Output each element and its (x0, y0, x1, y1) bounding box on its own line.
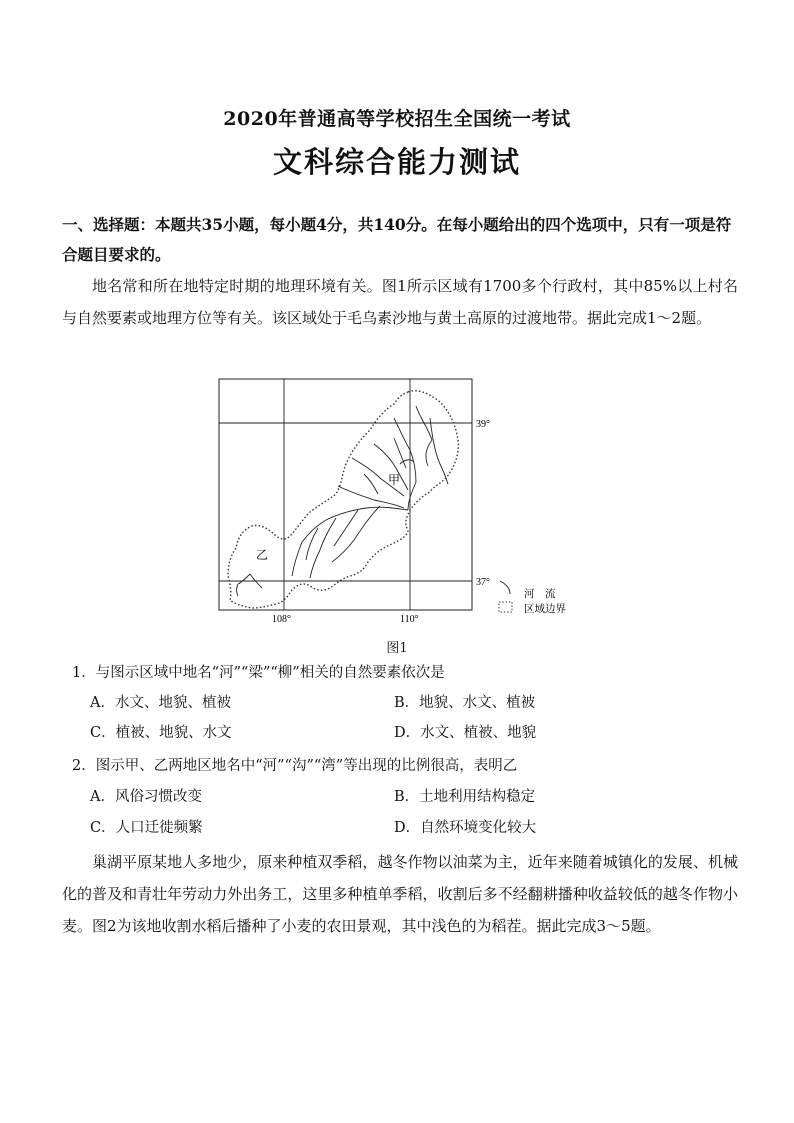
exam-title: 2020年普通高等学校招生全国统一考试 (223, 108, 571, 130)
label-lon-110: 110° (400, 614, 419, 625)
legend-boundary-label: 区域边界 (524, 604, 566, 615)
question-1-option-d: D．水文、植被、地貌 (394, 725, 537, 741)
question-1-option-b: B．地貌、水文、植被 (394, 695, 536, 711)
label-lon-108: 108° (272, 614, 291, 625)
legend-river-symbol (500, 581, 510, 594)
legend-river-label: 河 流 (524, 589, 556, 600)
label-lat-37: 37° (476, 577, 490, 588)
legend-boundary-symbol (499, 602, 512, 612)
label-lat-39: 39° (476, 419, 490, 430)
question-2-option-b: B．土地利用结构稳定 (394, 789, 536, 805)
question-2-option-c: C．人口迁徙频繁 (90, 820, 203, 836)
exam-subtitle: 文科综合能力测试 (272, 145, 521, 179)
figure-1-caption: 图1 (386, 641, 408, 656)
passage-1: 地名常和所在地特定时期的地理环境有关。图1所示区域有1700多个行政村，其中85%以上村名与自然要素或地理方位等有关。该区域处于毛乌素沙地与黄土高原的过渡地带。据此完成1～2题。 (62, 277, 738, 327)
label-jia: 甲 (388, 473, 401, 487)
label-yi: 乙 (256, 548, 269, 562)
figure-1-map (218, 378, 583, 626)
question-1-option-a: A．水文、地貌、植被 (90, 695, 231, 711)
question-1-option-c: C．植被、地貌、水文 (90, 725, 232, 741)
section-instruction: 一、选择题：本题共35小题，每小题4分，共140分。在每小题给出的四个选项中，只有一项是符合题目要求的。 (62, 215, 732, 264)
passage-2: 巢湖平原某地人多地少，原来种植双季稻，越冬作物以油菜为主，近年来随着城镇化的发展、机械化的普及和青壮年劳动力外出务工，这里多种植单季稻，收割后多不经翻耕播种收益较低的越冬作物小麦。图2为该地收割水稻后播种了小麦的农田景观，其中浅色的为稻茬。据此完成3～5题。 (62, 853, 738, 935)
question-1-stem: 1．与图示区域中地名“河”“梁”“柳”相关的自然要素依次是 (72, 665, 445, 681)
river-network (237, 406, 449, 596)
question-2-option-d: D．自然环境变化较大 (394, 820, 537, 836)
map-frame (219, 379, 472, 610)
question-2-option-a: A．风俗习惯改变 (90, 789, 202, 805)
question-2-stem: 2．图示甲、乙两地区地名中“河”“沟”“湾”等出现的比例很高，表明乙 (72, 758, 518, 774)
